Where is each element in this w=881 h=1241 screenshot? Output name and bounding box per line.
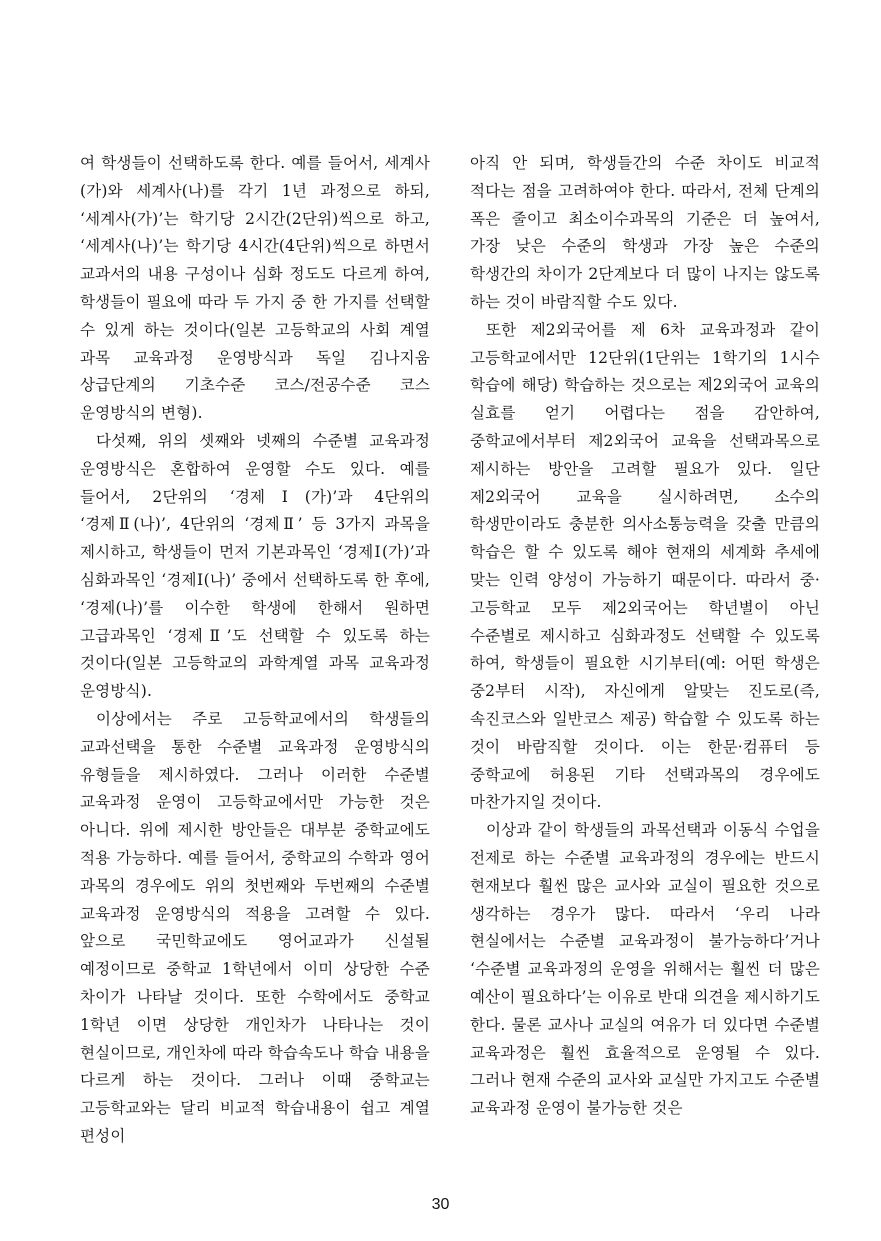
page-number: 30 <box>431 1196 450 1213</box>
paragraph: 이상과 같이 학생들의 과목선택과 이동식 수업을 전제로 하는 수준별 교육과정의 경우에는 반드시 현재보다 훨씬 많은 교사와 교실이 필요한 것으로 생각하는 경우가 많다. 따라서 ‘우리 나라 현실에서는 수준별 교육과정이 불가능하다’거나 ‘수준별 교육과정의 운영을 위해서는 훨씬 더 많은 예산이 필요하다’는 이유로 반대 의견을 제시하기도 한다. 물론 교사나 교실의 여유가 더 있다면 수준별 교육과정은 훨씬 효율적으로 운영될 수 있다. 그러나 현재 수준의 교사와 교실만 가지고도 수준별 교육과정 운영이 불가능한 것은 <box>470 821 820 1118</box>
paragraph: 이상에서는 주로 고등학교에서의 학생들의 교과선택을 통한 수준별 교육과정 운영방식의 유형들을 제시하였다. 그러나 이러한 수준별 교육과정 운영이 고등학교에서만 가능한 것은 아니다. 위에 제시한 방안들은 대부분 중학교에도 적용 가능하다. 예를 들어서, 중학교의 수학과 영어 과목의 경우에도 위의 첫번째와 두번째의 수준별 교육과정 운영방식의 적용을 고려할 수 있다. 앞으로 국민학교에도 영어교과가 신설될 예정이므로 중학교 1학년에서 이미 상당한 수준 차이가 나타날 것이다. 또한 수학에서도 중학교 1학년 이면 상당한 개인차가 나타나는 것이 현실이므로, 개인차에 따라 학습속도나 학습 내용을 다르게 하는 것이다. 그러나 이때 중학교는 고등학교와는 달리 비교적 학습내용이 쉽고 계열 편성이 <box>80 709 430 1145</box>
right-column <box>470 150 820 1123</box>
paragraph: 여 학생들이 선택하도록 한다. 예를 들어서, 세계사(가)와 세계사(나)를 각기 1년 과정으로 하되, ‘세계사(가)’는 학기당 2시간(2단위)씩으로 하고, ‘세계사(나)’는 학기당 4시간(4단위)씩으로 하면서 교과서의 내용 구성이나 심화 정도도 다르게 하여, 학생들이 필요에 따라 두 가지 중 한 가지를 선택할 수 있게 하는 것이다(일본 고등학교의 사회 계열 과목 교육과정 운영방식과 독일 김나지움 상급단계의 기초수준 코스/전공수준 코스 운영방식의 변형). <box>80 154 430 423</box>
left-column <box>80 150 430 1151</box>
paragraph: 다섯째, 위의 셋째와 넷째의 수준별 교육과정 운영방식은 혼합하여 운영할 수도 있다. 예를 들어서, 2단위의 ‘경제Ⅰ(가)’과 4단위의 ‘경제Ⅱ(나)’, 4단위의 ‘경제Ⅱ’ 등 3가지 과목을 제시하고, 학생들이 먼저 기본과목인 ‘경제Ⅰ(가)’과 심화과목인 ‘경제Ⅰ(나)’ 중에서 선택하도록 한 후에, ‘경제(나)’를 이수한 학생에 한해서 원하면 고급과목인 ‘경제Ⅱ’도 선택할 수 있도록 하는 것이다(일본 고등학교의 과학계열 과목 교육과정 운영방식). <box>80 431 430 701</box>
paragraph: 또한 제2외국어를 제 6차 교육과정과 같이 고등학교에서만 12단위(1단위는 1학기의 1시수 학습에 해당) 학습하는 것으로는 제2외국어 교육의 실효를 얻기 어렵다는 점을 감안하여, 중학교에서부터 제2외국어 교육을 선택과목으로 제시하는 방안을 고려할 필요가 있다. 일단 제2외국어 교육을 실시하려면, 소수의 학생만이라도 충분한 의사소통능력을 갖출 만큼의 학습은 할 수 있도록 해야 현재의 세계화 추세에 맞는 인력 양성이 가능하기 때문이다. 따라서 중·고등학교 모두 제2외국어는 학년별이 아닌 수준별로 제시하고 심화과정도 선택할 수 있도록 하여, 학생들이 필요한 시기부터(예: 어떤 학생은 중2부터 시작), 자신에게 알맞는 진도로(즉, 속진코스와 일반코스 제공) 학습할 수 있도록 하는 것이 바람직할 것이다. 이는 한문·컴퓨터 등 중학교에 허용된 기타 선택과목의 경우에도 마찬가지일 것이다. <box>470 320 820 812</box>
paragraph: 아직 안 되며, 학생들간의 수준 차이도 비교적 적다는 점을 고려하여야 한다. 따라서, 전체 단계의 폭은 줄이고 최소이수과목의 기준은 더 높여서, 가장 낮은 수준의 학생과 가장 높은 수준의 학생간의 차이가 2단계보다 더 많이 나지는 않도록 하는 것이 바람직할 수도 있다. <box>470 154 820 311</box>
